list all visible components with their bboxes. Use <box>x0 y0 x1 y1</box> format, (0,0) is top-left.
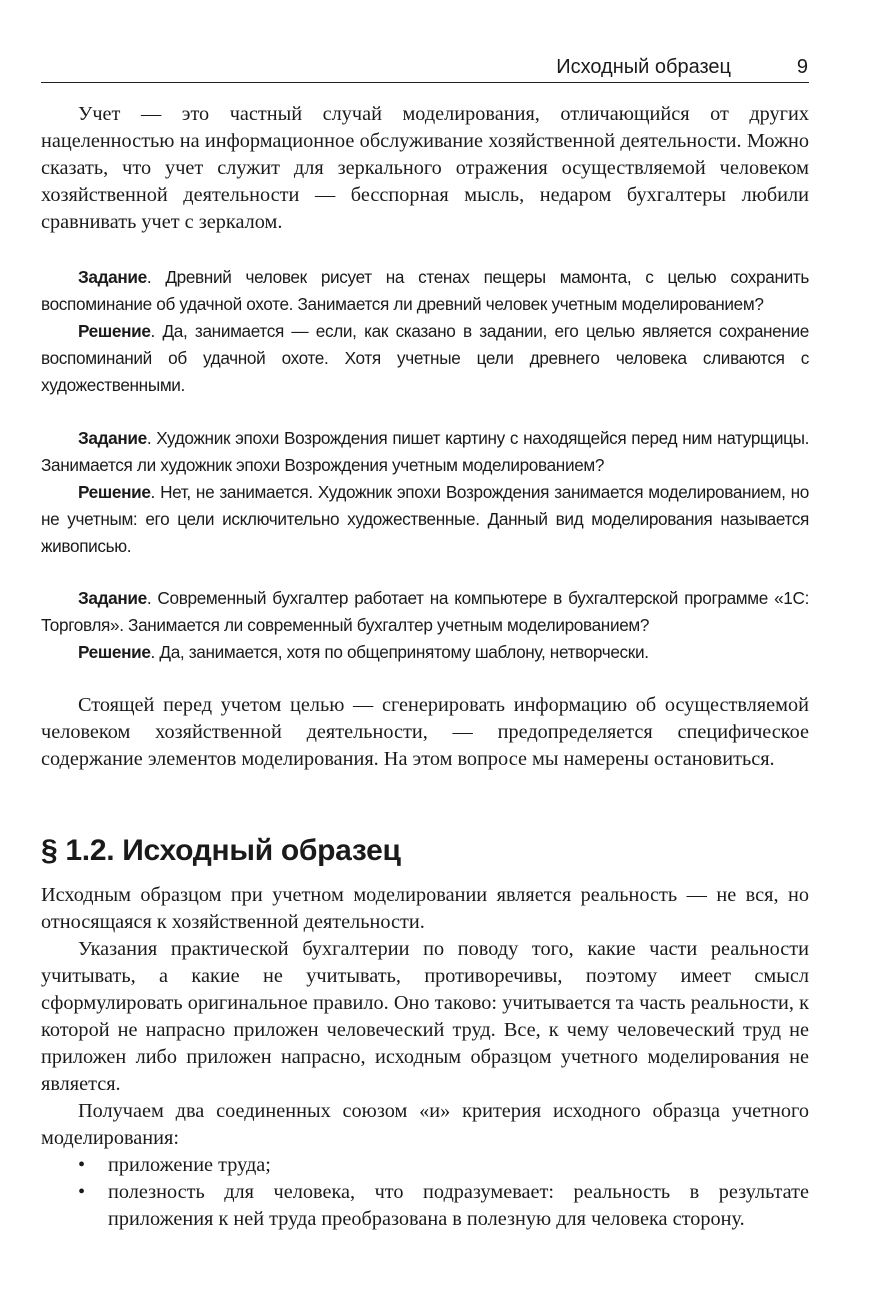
criteria-list <box>41 1152 809 1233</box>
list-item-text: приложение труда; <box>108 1154 271 1176</box>
solution-label: Решение <box>78 321 151 341</box>
task-text: . Современный бухгалтер работает на компьютере в бухгалтерской программе «1С: Торговля». Занимается ли современный бухгалтер учетным моделированием? <box>41 588 809 635</box>
intro-paragraph-block <box>41 101 809 236</box>
closing-paragraph: Стоящей перед учетом целью — сгенерировать информацию об осуществляемой человеком хозяйственной деятельности, — предопределяется специфическое содержание элементов моделирования. На этом вопросе мы намерены остановиться. <box>41 694 809 770</box>
running-header-title: Исходный образец <box>556 56 731 78</box>
section-paragraph: Указания практической бухгалтерии по поводу того, какие части реальности учитывать, а какие не учитывать, противоречивы, поэтому имеет смысл сформулировать оригинальное правило. Оно таково: учитывается та часть реальности, к которой не напрасно приложен человеческий труд. Все, к чему человеческий труд не приложен либо приложен напрасно, исходным образцом учетного моделирования не является. <box>41 938 809 1095</box>
list-item <box>41 1179 809 1233</box>
exercise-task <box>41 264 809 318</box>
exercise-solution <box>41 639 809 666</box>
bullet-icon: • <box>78 1154 86 1176</box>
exercise-solution <box>41 479 809 560</box>
solution-text: . Да, занимается, хотя по общепринятому шаблону, нетворчески. <box>150 642 649 662</box>
section-paragraph: Исходным образцом при учетном моделировании является реальность — не вся, но относящаяся к хозяйственной деятельности. <box>41 884 809 933</box>
solution-label: Решение <box>78 642 151 662</box>
exercise-task <box>41 585 809 639</box>
exercise-1 <box>41 264 809 399</box>
section-paragraph: Получаем два соединенных союзом «и» критерия исходного образца учетного моделирования: <box>41 1100 809 1149</box>
section-heading: § 1.2. Исходный образец <box>41 834 401 867</box>
running-header <box>41 56 809 83</box>
task-label: Задание <box>78 428 147 448</box>
exercise-task <box>41 425 809 479</box>
exercise-solution <box>41 318 809 399</box>
bullet-icon: • <box>78 1181 86 1203</box>
list-item <box>41 1152 809 1179</box>
solution-label: Решение <box>78 482 151 502</box>
page-number: 9 <box>796 56 808 78</box>
list-item-text: полезность для человека, что подразумевает: реальность в результате приложения к ней труда преобразована в полезную для человека сторону. <box>108 1181 809 1230</box>
task-text: . Художник эпохи Возрождения пишет картину с находящейся перед ним натурщицы. Занимается ли художник эпохи Возрождения учетным моделированием? <box>41 428 809 475</box>
exercise-3 <box>41 585 809 666</box>
solution-text: . Да, занимается — если, как сказано в задании, его целью является сохранение воспоминаний об удачной охоте. Хотя учетные цели древнего человека сливаются с художественными. <box>41 321 809 395</box>
task-label: Задание <box>78 267 147 287</box>
intro-paragraph: Учет — это частный случай моделирования, отличающийся от других нацеленностью на информационное обслуживание хозяйственной деятельности. Можно сказать, что учет служит для зеркального отражения осуществляемой человеком хозяйственной деятельности — бесспорная мысль, недаром бухгалтеры любили сравнивать учет с зеркалом. <box>41 103 809 233</box>
section-body <box>41 882 809 1233</box>
task-text: . Древний человек рисует на стенах пещеры мамонта, с целью сохранить воспоминание об удачной охоте. Занимается ли древний человек учетным моделированием? <box>41 267 809 314</box>
exercise-2 <box>41 425 809 560</box>
closing-paragraph-block <box>41 692 809 773</box>
task-label: Задание <box>78 588 147 608</box>
solution-text: . Нет, не занимается. Художник эпохи Возрождения занимается моделированием, но не учетным: его цели исключительно художественные. Данный вид моделирования называется живописью. <box>41 482 809 556</box>
